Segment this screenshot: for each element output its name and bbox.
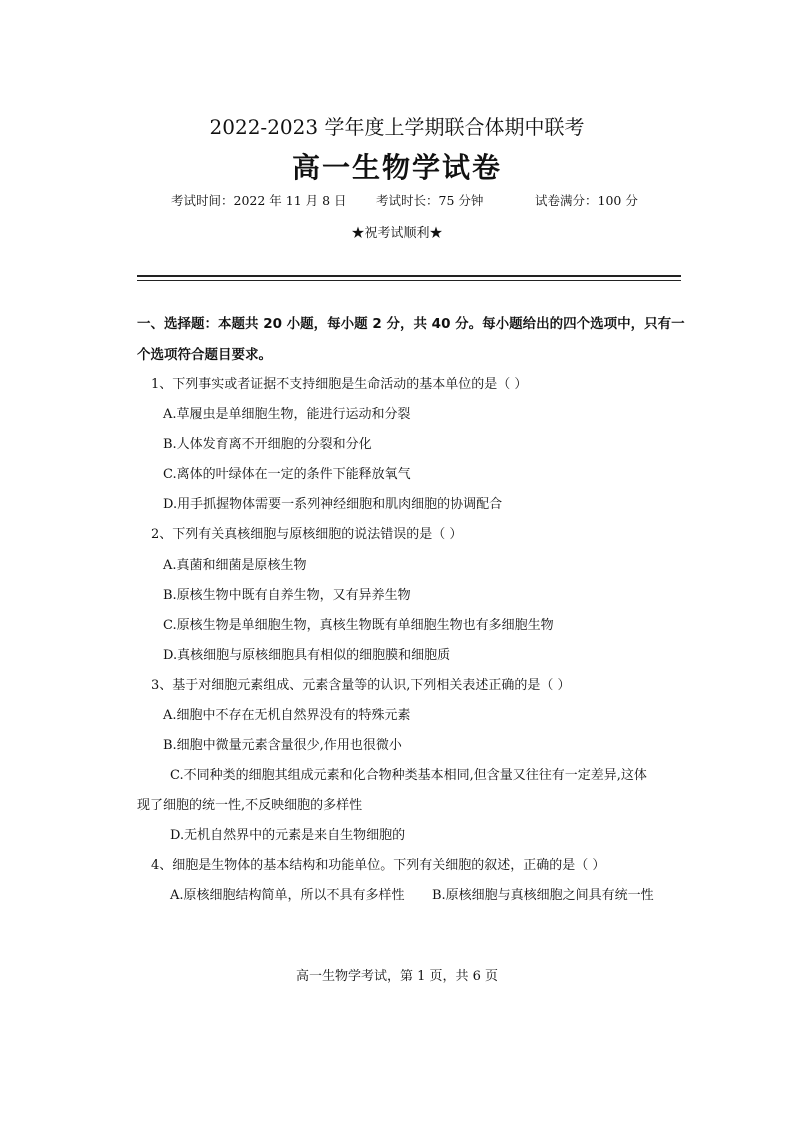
question-2-option-a: A.真菌和细菌是原核生物: [163, 558, 307, 573]
header-divider-thin: [137, 280, 681, 281]
question-1-option-d: D.用手抓握物体需要一系列神经细胞和肌肉细胞的协调配合: [163, 497, 503, 512]
question-1-option-b: B.人体发育离不开细胞的分裂和分化: [163, 437, 372, 452]
question-3-option-c-continued: 现了细胞的统一性,不反映细胞的多样性: [137, 798, 363, 813]
exam-subtitle: 2022-2023 学年度上学期联合体期中联考: [209, 115, 585, 139]
question-2-option-b: B.原核生物中既有自养生物，又有异养生物: [163, 588, 411, 603]
page-footer: 高一生物学考试，第 1 页，共 6 页: [295, 969, 499, 984]
question-3-option-c: C.不同种类的细胞其组成元素和化合物种类基本相同,但含量又往往有一定差异,这体: [170, 768, 647, 783]
blessing-text: ★祝考试顺利★: [351, 226, 443, 241]
question-1-stem: 1、下列事实或者证据不支持细胞是生命活动的基本单位的是（ ）: [151, 377, 528, 392]
question-3-stem: 3、基于对细胞元素组成、元素含量等的认识,下列相关表述正确的是（ ）: [151, 678, 571, 693]
exam-date: 考试时间：2022 年 11 月 8 日: [171, 193, 347, 208]
question-2-option-d: D.真核细胞与原核细胞具有相似的细胞膜和细胞质: [163, 648, 451, 663]
question-2-stem: 2、下列有关真核细胞与原核细胞的说法错误的是（ ）: [151, 527, 463, 542]
exam-title: 高一生物学试卷: [291, 151, 502, 184]
exam-duration: 考试时长：75 分钟: [376, 193, 484, 208]
full-score: 试卷满分：100 分: [535, 193, 638, 208]
question-3-option-b: B.细胞中微量元素含量很少,作用也很微小: [163, 738, 402, 753]
section-instructions-line2: 个选项符合题目要求。: [137, 347, 272, 363]
question-4-option-b: B.原核细胞与真核细胞之间具有统一性: [432, 888, 654, 903]
question-4-option-a: A.原核细胞结构简单，所以不具有多样性: [170, 888, 405, 903]
header-divider-thick: [137, 275, 681, 277]
question-3-option-a: A.细胞中不存在无机自然界没有的特殊元素: [163, 708, 411, 723]
section-instructions-line1: 一、选择题：本题共 20 小题，每小题 2 分，共 40 分。每小题给出的四个选项中，只有一: [137, 316, 685, 332]
question-4-stem: 4、细胞是生物体的基本结构和功能单位。下列有关细胞的叙述，正确的是（ ）: [151, 858, 606, 873]
question-1-option-c: C.离体的叶绿体在一定的条件下能释放氧气: [163, 467, 411, 482]
question-3-option-d: D.无机自然界中的元素是来自生物细胞的: [170, 828, 406, 843]
question-1-option-a: A.草履虫是单细胞生物，能进行运动和分裂: [163, 407, 411, 422]
question-2-option-c: C.原核生物是单细胞生物，真核生物既有单细胞生物也有多细胞生物: [163, 618, 554, 633]
